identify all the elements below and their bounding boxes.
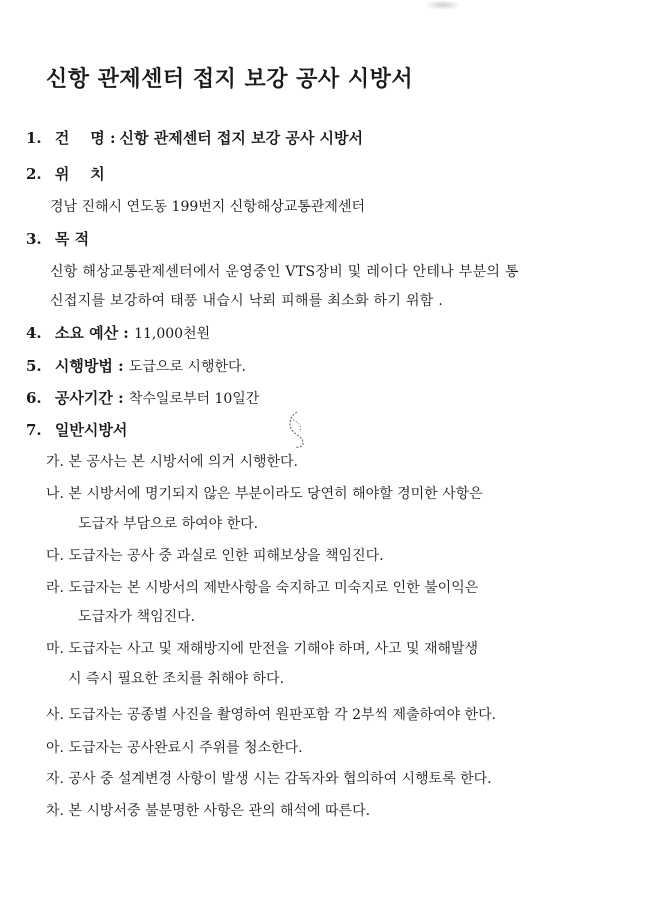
section-label: 일반시방서 — [54, 421, 128, 439]
section-1 — [26, 127, 363, 148]
spec-item-da: 다. 도급자는 공사 중 과실로 인한 피해보상을 책임진다. — [46, 548, 384, 564]
section-value: 착수일로부터 10일간 — [128, 391, 260, 407]
section-label: 시행방법 : — [54, 357, 124, 375]
spec-item-ra-cont: 도급자가 책임진다. — [78, 609, 196, 625]
purpose-line-1: 신항 해상교통관제센터에서 운영중인 VTS장비 및 레이다 안테나 부분의 통 — [50, 264, 519, 280]
spec-item-cha: 차. 본 시방서중 불분명한 사항은 관의 해석에 따른다. — [46, 803, 371, 819]
section-number: 6. — [26, 389, 42, 407]
spec-item-ma-cont: 시 즉시 필요한 조치를 취해야 하다. — [68, 671, 285, 687]
section-4 — [26, 322, 210, 343]
spec-item-na-cont: 도급자 부담으로 하여야 한다. — [78, 516, 259, 532]
spec-item-sa: 사. 도급자는 공종별 사진을 촬영하여 원판포함 각 2부씩 제출하여야 한다. — [46, 707, 497, 723]
section-label: 공사기간 : — [54, 389, 124, 407]
section-5 — [26, 355, 246, 376]
section-label: 위 치 — [54, 165, 105, 183]
section-label: 건 명 : — [54, 129, 116, 147]
section-number: 5. — [26, 357, 42, 375]
spec-item-na: 나. 본 시방서에 명기되지 않은 부분이라도 당연히 해야할 경미한 사항은 — [46, 486, 483, 502]
section-number: 4. — [26, 324, 42, 342]
section-3 — [26, 228, 89, 249]
spec-item-ma: 마. 도급자는 사고 및 재해방지에 만전을 기해야 하며, 사고 및 재해발생 — [46, 641, 479, 657]
purpose-line-2: 신접지를 보강하여 태풍 내습시 낙뢰 피해를 최소화 하기 위함 . — [50, 293, 444, 309]
scan-smudge — [425, 0, 461, 10]
spec-item-ra: 라. 도급자는 본 시방서의 제반사항을 숙지하고 미숙지로 인한 불이익은 — [46, 580, 479, 596]
section-label: 목 적 — [54, 230, 90, 248]
section-number: 1. — [26, 129, 42, 147]
section-6 — [26, 387, 259, 408]
section-2 — [26, 163, 105, 184]
location-text: 경남 진해시 연도동 199번지 신항해상교통관제센터 — [50, 199, 366, 215]
section-number: 3. — [26, 230, 42, 248]
section-label: 소요 예산 : — [54, 324, 129, 342]
spec-item-a: 아. 도급자는 공사완료시 주위를 청소한다. — [46, 740, 303, 756]
ink-mark-icon — [284, 410, 310, 450]
section-value: 11,000천원 — [134, 326, 211, 342]
section-value: 도급으로 시행한다. — [128, 359, 246, 375]
section-number: 2. — [26, 165, 42, 183]
section-value: 신항 관제센터 접지 보강 공사 시방서 — [119, 129, 364, 147]
section-number: 7. — [26, 421, 42, 439]
section-7 — [26, 419, 127, 440]
document-title: 신항 관제센터 접지 보강 공사 시방서 — [46, 66, 414, 92]
spec-item-ja: 자. 공사 중 설계변경 사항이 발생 시는 감독자와 협의하여 시행토록 한다. — [46, 771, 492, 787]
spec-item-ga: 가. 본 공사는 본 시방서에 의거 시행한다. — [46, 454, 298, 470]
